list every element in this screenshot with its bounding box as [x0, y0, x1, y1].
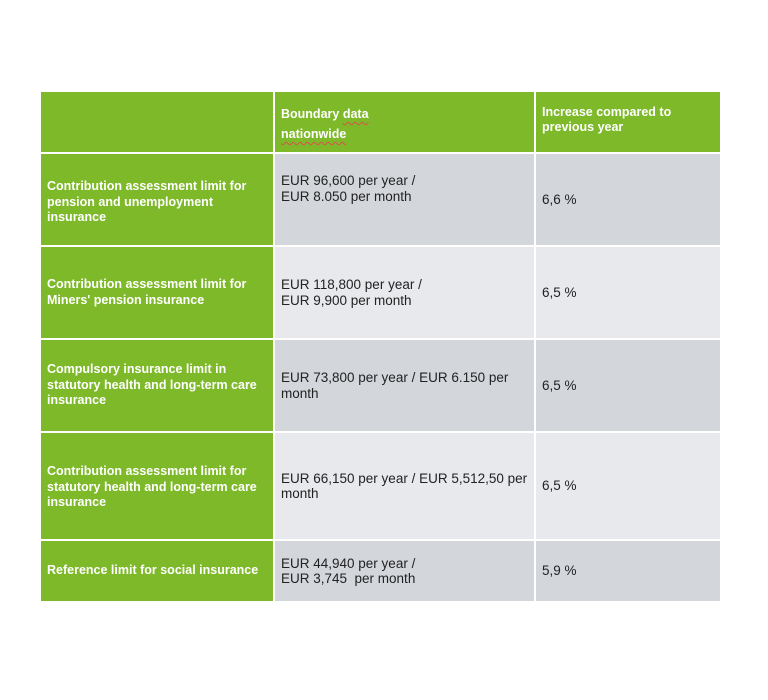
row-value: EUR 66,150 per year / EUR 5,512,50 per month	[275, 433, 536, 541]
header-word-nationwide: nationwide	[281, 127, 347, 141]
row-increase: 5,9 %	[536, 541, 720, 603]
table-row	[41, 247, 720, 340]
row-value: EUR 96,600 per year / EUR 8.050 per month	[275, 154, 536, 247]
row-increase: 6,5 %	[536, 340, 720, 433]
row-increase: 6,5 %	[536, 247, 720, 340]
boundary-data-table	[41, 92, 720, 603]
row-label: Reference limit for social insurance	[41, 541, 275, 603]
table-row	[41, 340, 720, 433]
header-cell-increase: Increase compared to previous year	[536, 92, 720, 154]
header-cell-boundary-data	[275, 92, 536, 154]
table-row	[41, 541, 720, 603]
row-value: EUR 73,800 per year / EUR 6.150 per month	[275, 340, 536, 433]
row-label: Compulsory insurance limit in statutory health and long-term care insurance	[41, 340, 275, 433]
row-increase: 6,5 %	[536, 433, 720, 541]
table-row	[41, 433, 720, 541]
table-header-row	[41, 92, 720, 154]
row-increase: 6,6 %	[536, 154, 720, 247]
header-word-data: data	[342, 107, 369, 121]
header-word-boundary: Boundary	[281, 107, 340, 121]
table-row	[41, 154, 720, 247]
row-label: Contribution assessment limit for statutory health and long-term care insurance	[41, 433, 275, 541]
header-cell-empty	[41, 92, 275, 154]
row-label: Contribution assessment limit for pension and unemployment insurance	[41, 154, 275, 247]
row-value: EUR 118,800 per year / EUR 9,900 per month	[275, 247, 536, 340]
row-value: EUR 44,940 per year / EUR 3,745 per month	[275, 541, 536, 603]
row-label: Contribution assessment limit for Miners' pension insurance	[41, 247, 275, 340]
